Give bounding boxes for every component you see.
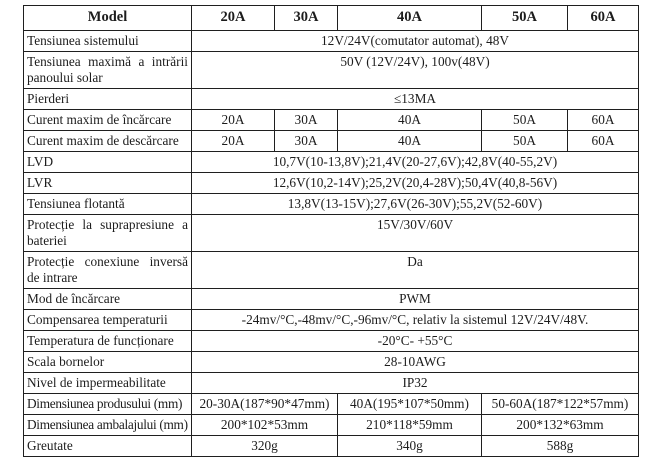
row-value-30a: 30A	[275, 110, 338, 131]
row-label: Pierderi	[24, 89, 192, 110]
row-value: -24mv/°C,-48mv/°C,-96mv/°C, relativ la sistemul 12V/24V/48V.	[192, 310, 639, 331]
row-label: Scala bornelor	[24, 352, 192, 373]
row-value: 50V (12V/24V), 100v(48V)	[192, 52, 639, 89]
row-label: Tensiunea sistemului	[24, 31, 192, 52]
row-value-50a: 50A	[482, 131, 568, 152]
row-value: 12,6V(10,2-14V);25,2V(20,4-28V);50,4V(40,8-56V)	[192, 173, 639, 194]
header-cell-60a: 60A	[568, 6, 639, 31]
row-label: Compensarea temperaturii	[24, 310, 192, 331]
row-label: Nivel de impermeabilitate	[24, 373, 192, 394]
row-nivel-impermeabilitate	[24, 373, 639, 394]
row-label: Protecție la suprapresiune a bateriei	[24, 215, 192, 252]
row-label: Dimensiunea produsului (mm)	[24, 394, 192, 415]
row-value: 12V/24V(comutator automat), 48V	[192, 31, 639, 52]
row-label: Curent maxim de descărcare	[24, 131, 192, 152]
spec-table	[23, 5, 639, 457]
row-dimensiunea-produsului	[24, 394, 639, 415]
row-value-60a: 60A	[568, 110, 639, 131]
row-value-30a: 30A	[275, 131, 338, 152]
row-curent-maxim-descarcare	[24, 131, 639, 152]
row-label: Tensiunea flotantă	[24, 194, 192, 215]
row-value-20-30a: 320g	[192, 436, 338, 457]
header-cell-20a: 20A	[192, 6, 275, 31]
row-greutate	[24, 436, 639, 457]
row-value: IP32	[192, 373, 639, 394]
row-label: Dimensiunea ambalajului (mm)	[24, 415, 192, 436]
row-lvd	[24, 152, 639, 173]
row-label: LVD	[24, 152, 192, 173]
row-value: 10,7V(10-13,8V);21,4V(20-27,6V);42,8V(40-55,2V)	[192, 152, 639, 173]
row-curent-maxim-incarcare	[24, 110, 639, 131]
row-value-40a: 40A	[338, 110, 482, 131]
row-protectie-conexiune-inversa	[24, 252, 639, 289]
row-protectie-suprapresiune	[24, 215, 639, 252]
row-value-50-60a: 588g	[482, 436, 639, 457]
row-scala-bornelor	[24, 352, 639, 373]
row-label: Mod de încărcare	[24, 289, 192, 310]
table-header-row	[24, 6, 639, 31]
row-tensiune-maxima-intrare	[24, 52, 639, 89]
header-cell-model: Model	[24, 6, 192, 31]
row-mod-incarcare	[24, 289, 639, 310]
row-value-20-30a: 20-30A(187*90*47mm)	[192, 394, 338, 415]
row-pierderi	[24, 89, 639, 110]
row-value: -20°C- +55°C	[192, 331, 639, 352]
row-lvr	[24, 173, 639, 194]
row-compensarea-temperaturii	[24, 310, 639, 331]
row-value-40a: 40A(195*107*50mm)	[338, 394, 482, 415]
row-value-20-30a: 200*102*53mm	[192, 415, 338, 436]
row-value: 15V/30V/60V	[192, 215, 639, 252]
row-value-50-60a: 200*132*63mm	[482, 415, 639, 436]
row-label: Tensiunea maximă a intrării panoului solar	[24, 52, 192, 89]
row-value-50-60a: 50-60A(187*122*57mm)	[482, 394, 639, 415]
row-label: Protecție conexiune inversă de intrare	[24, 252, 192, 289]
row-value: PWM	[192, 289, 639, 310]
row-value: 13,8V(13-15V);27,6V(26-30V);55,2V(52-60V)	[192, 194, 639, 215]
row-value-40a: 40A	[338, 131, 482, 152]
header-cell-50a: 50A	[482, 6, 568, 31]
row-label: Temperatura de funcționare	[24, 331, 192, 352]
row-tensiunea-sistemului	[24, 31, 639, 52]
row-label: Greutate	[24, 436, 192, 457]
row-value-40a: 210*118*59mm	[338, 415, 482, 436]
row-value-50a: 50A	[482, 110, 568, 131]
header-cell-30a: 30A	[275, 6, 338, 31]
row-value: 28-10AWG	[192, 352, 639, 373]
row-value-60a: 60A	[568, 131, 639, 152]
row-value: ≤13MA	[192, 89, 639, 110]
header-cell-40a: 40A	[338, 6, 482, 31]
row-label: Curent maxim de încărcare	[24, 110, 192, 131]
row-value-20a: 20A	[192, 131, 275, 152]
row-value-40a: 340g	[338, 436, 482, 457]
row-label: LVR	[24, 173, 192, 194]
row-value: Da	[192, 252, 639, 289]
row-tensiunea-flotanta	[24, 194, 639, 215]
row-temperatura-functionare	[24, 331, 639, 352]
row-value-20a: 20A	[192, 110, 275, 131]
row-dimensiunea-ambalajului	[24, 415, 639, 436]
